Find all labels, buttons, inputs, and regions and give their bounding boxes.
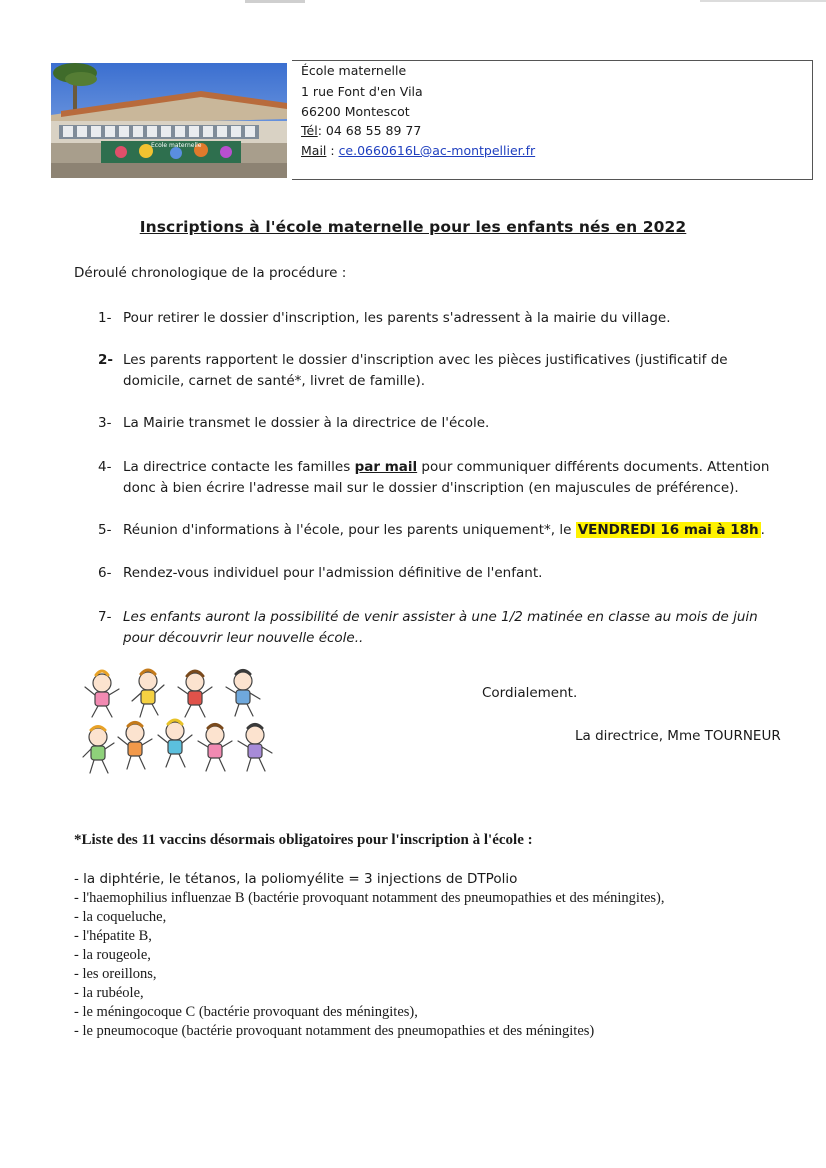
step-text: Rendez-vous individuel pour l'admission définitive de l'enfant. — [123, 565, 543, 581]
step-text: Pour retirer le dossier d'inscription, les parents s'adressent à la mairie du village. — [123, 310, 671, 326]
step-segment: . — [760, 522, 765, 538]
list-item: - la coqueluche, — [74, 909, 167, 925]
meeting-date-highlight: VENDREDI 16 mai à 18h — [577, 522, 759, 538]
step-segment: pour communiquer différents documents. Attention — [417, 459, 770, 475]
step-text — [123, 457, 793, 499]
step-number: 2- — [98, 352, 113, 368]
list-item: - la diphtérie, le tétanos, la poliomyélite = 3 injections de DTPolio — [74, 871, 518, 887]
child-figure — [83, 727, 114, 774]
list-item: - la rougeole, — [74, 947, 151, 963]
mail-label: Mail — [301, 143, 327, 158]
child-figure — [85, 671, 119, 717]
list-item: - les oreillons, — [74, 966, 157, 982]
step-text — [123, 520, 793, 541]
step-text: La Mairie transmet le dossier à la directrice de l'école. — [123, 415, 490, 431]
child-figure — [132, 670, 164, 717]
step-number: 7- — [98, 609, 112, 625]
scan-edge-mark — [700, 0, 826, 2]
mail-separator: : — [326, 143, 339, 158]
children-illustration — [80, 665, 280, 780]
closing-text: Cordialement. — [482, 685, 578, 701]
list-item: - l'hépatite B, — [74, 928, 152, 944]
list-item: - le méningocoque C (bactérie provoquant des méningites), — [74, 1004, 418, 1020]
address-line-1: 1 rue Font d'en Vila — [301, 84, 423, 99]
child-figure — [226, 671, 260, 717]
step-number: 5- — [98, 522, 112, 538]
step-line: domicile, carnet de santé*, livret de famille). — [123, 373, 426, 389]
step-number: 6- — [98, 565, 112, 581]
step-line: pour découvrir leur nouvelle école.. — [123, 630, 364, 646]
school-photo — [51, 63, 287, 178]
child-figure — [118, 723, 152, 770]
step-line: donc à bien écrire l'adresse mail sur le dossier d'inscription (en majuscules de préférence). — [123, 480, 739, 496]
step-line: Les parents rapportent le dossier d'inscription avec les pièces justificatives (justificatif de — [123, 352, 728, 368]
step-number: 1- — [98, 310, 112, 326]
step-line — [123, 457, 793, 478]
address-line-2: 66200 Montescot — [301, 104, 410, 119]
mail-line — [301, 142, 535, 160]
step-text — [123, 350, 793, 392]
child-figure — [198, 725, 232, 772]
procedure-intro: Déroulé chronologique de la procédure : — [74, 265, 347, 281]
phone-label: Tél — [301, 123, 318, 138]
page-title: Inscriptions à l'école maternelle pour les enfants nés en 2022 — [139, 218, 687, 236]
school-name: École maternelle — [301, 63, 407, 78]
photo-sign-text: Ecole maternelle — [151, 142, 202, 149]
child-figure — [158, 720, 192, 767]
vaccine-list — [74, 870, 665, 1041]
step-text — [123, 607, 793, 649]
step-line: Les enfants auront la possibilité de venir assister à une 1/2 matinée en classe au mois de juin — [123, 609, 758, 625]
step-number: 4- — [98, 459, 112, 475]
mail-link[interactable]: ce.0660616L@ac-montpellier.fr — [338, 143, 536, 158]
list-item: - la rubéole, — [74, 985, 144, 1001]
signature: La directrice, Mme TOURNEUR — [575, 728, 781, 744]
par-mail-emphasis: par mail — [354, 459, 418, 475]
list-item: - l'haemophilius influenzae B (bactérie provoquant notamment des pneumopathies et des méningites), — [74, 890, 665, 906]
phone-value: : 04 68 55 89 77 — [317, 123, 422, 138]
step-segment: Réunion d'informations à l'école, pour les parents uniquement*, le — [123, 522, 576, 538]
step-number: 3- — [98, 415, 112, 431]
scan-edge-mark — [245, 0, 305, 3]
child-figure — [238, 725, 272, 772]
child-figure — [178, 671, 212, 717]
phone-line — [301, 122, 421, 140]
step-segment: La directrice contacte les familles — [123, 459, 355, 475]
vaccine-list-title: *Liste des 11 vaccins désormais obligatoires pour l'inscription à l'école : — [74, 832, 533, 848]
list-item: - le pneumocoque (bactérie provoquant notamment des pneumopathies et des méningites) — [74, 1023, 595, 1039]
